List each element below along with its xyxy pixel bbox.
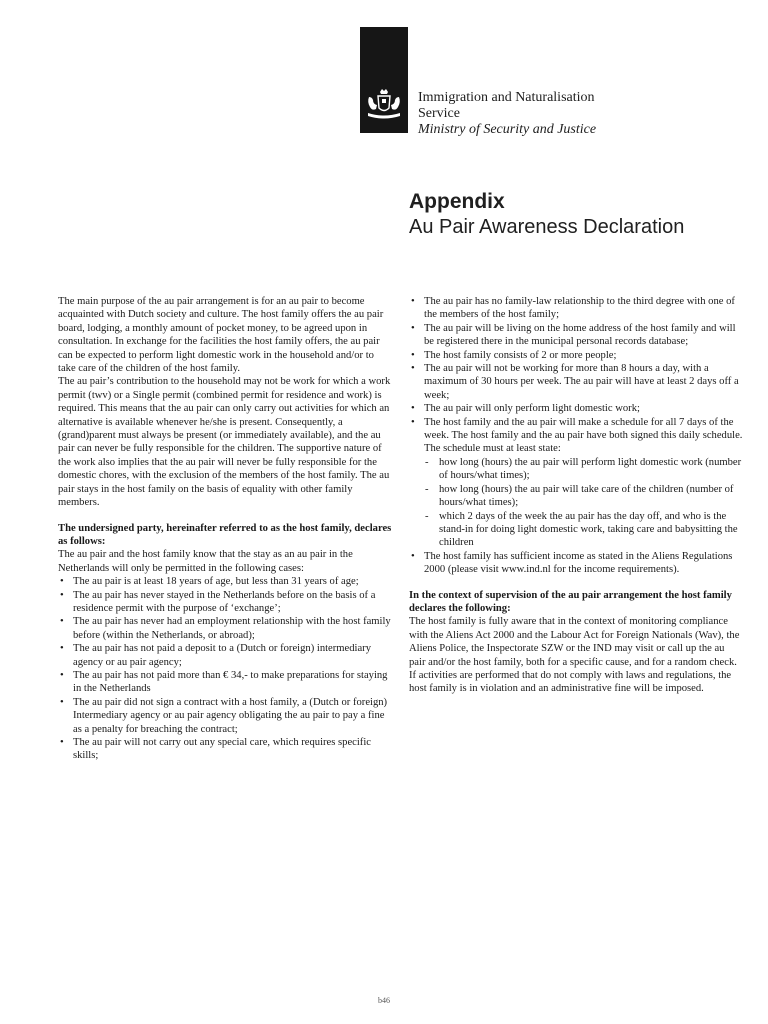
list-item: • The au pair will not be working for more than 8 hours a day, with a maximum of 30 hours per week. The au pair will have at least 2 days off a week; <box>409 362 743 402</box>
intro-paragraph-2: The au pair’s contribution to the household may not be work for which a work permit (twv) or a Single permit (combined permit for residence and work) is required. This means that the au pair can only carry out activities for which an alternative is available whenever he/she is present. Consequently, a (grand)parent must always be present (or immediately available), and the au pair can never be fully responsible for the children. The supportive nature of the work also implies that the au pair will never be fully responsible for the domestic chores, with the exclusion of the members of the host family. The au pair stays in the host family on the basis of equality with other family members. <box>58 376 391 509</box>
ministry-name: Ministry of Security and Justice <box>418 122 597 137</box>
list-item: • The au pair has never had an employment relationship with the host family before (within the Netherlands, or abroad); <box>58 615 394 642</box>
supervision-text: The host family is fully aware that in the context of monitoring compliance with the Aliens Act 2000 and the Labour Act for Foreign Nationals (Wav), the Aliens Police, the Inspectorate SZW or the IND may visit or call up the au pair and/or the host family, both for a specific cause, and for a random check. If activities are performed that do not comply with laws and regulations, the host family is in violation and an administrative fine will be imposed. <box>409 616 740 695</box>
right-column <box>409 295 743 696</box>
list-item: • The au pair has not paid more than € 34,- to make preparations for staying in the Netherlands <box>58 669 394 696</box>
list-item: • The au pair is at least 18 years of age, but less than 31 years of age; <box>58 575 394 588</box>
list-item: • The au pair has no family-law relationship to the third degree with one of the members of the host family; <box>409 295 743 322</box>
list-item: • The au pair has never stayed in the Netherlands before on the basis of a residence permit with the purpose of ‘exchange’; <box>58 589 394 616</box>
list-item: • The au pair will only perform light domestic work; <box>409 402 743 415</box>
declaration-text: The au pair and the host family know that the stay as an au pair in the Netherlands will only be permitted in the following cases: <box>58 549 353 574</box>
list-item: • The au pair will be living on the home address of the host family and will be registered there in the municipal personal records database; <box>409 322 743 349</box>
page-number: b46 <box>378 996 390 1005</box>
list-item: • The host family has sufficient income as stated in the Aliens Regulations 2000 (please visit www.ind.nl for the income requirements). <box>409 550 743 577</box>
title-block <box>409 190 684 240</box>
list-item: • The au pair will not carry out any special care, which requires specific skills; <box>58 736 394 763</box>
sub-list-item: - how long (hours) the au pair will take care of the children (number of hours/what times); <box>424 483 743 510</box>
schedule-sublist <box>424 456 743 550</box>
page-subtitle: Au Pair Awareness Declaration <box>409 216 685 238</box>
list-item-schedule <box>409 416 743 550</box>
list-item: • The au pair has not paid a deposit to a (Dutch or foreign) intermediary agency or au pair agency; <box>58 642 394 669</box>
sub-list-item: - which 2 days of the week the au pair has the day off, and who is the stand-in for doing light domestic work, taking care and babysitting the children <box>424 510 743 550</box>
sub-list-item: - how long (hours) the au pair will perform light domestic work (number of hours/what times); <box>424 456 743 483</box>
agency-block <box>418 90 596 138</box>
schedule-text: The host family and the au pair will make a schedule for all 7 days of the week. The host family and the au pair have both signed this daily schedule. The schedule must at least state: <box>424 416 743 455</box>
declaration-heading: The undersigned party, hereinafter referred to as the host family, declares as follows: <box>58 522 392 547</box>
agency-name-line2: Service <box>418 106 460 121</box>
list-item: • The host family consists of 2 or more people; <box>409 349 743 362</box>
left-column <box>58 295 394 763</box>
agency-name-line1: Immigration and Naturalisation <box>418 90 595 105</box>
conditions-list-continued <box>409 295 743 577</box>
logo-bar <box>360 27 408 133</box>
intro-paragraph: The main purpose of the au pair arrangement is for an au pair to become acquainted with Dutch society and culture. The host family offers the au pair board, lodging, a monthly amount of pocket money, to be agreed upon in consultation. In exchange for the facilities the host family offers, the au pair can be expected to perform light domestic work in the household and/or to take care of the children of the host family. <box>58 296 384 375</box>
dutch-coat-of-arms-icon <box>365 89 403 121</box>
conditions-list <box>58 575 394 763</box>
list-item: • The au pair did not sign a contract with a host family, a (Dutch or foreign) Intermediary agency or au pair agency obligating the au pair to pay a fine as a penalty for breaching the contract; <box>58 696 394 736</box>
page-title: Appendix <box>409 190 505 213</box>
supervision-heading: In the context of supervision of the au pair arrangement the host family declares the following: <box>409 589 732 614</box>
